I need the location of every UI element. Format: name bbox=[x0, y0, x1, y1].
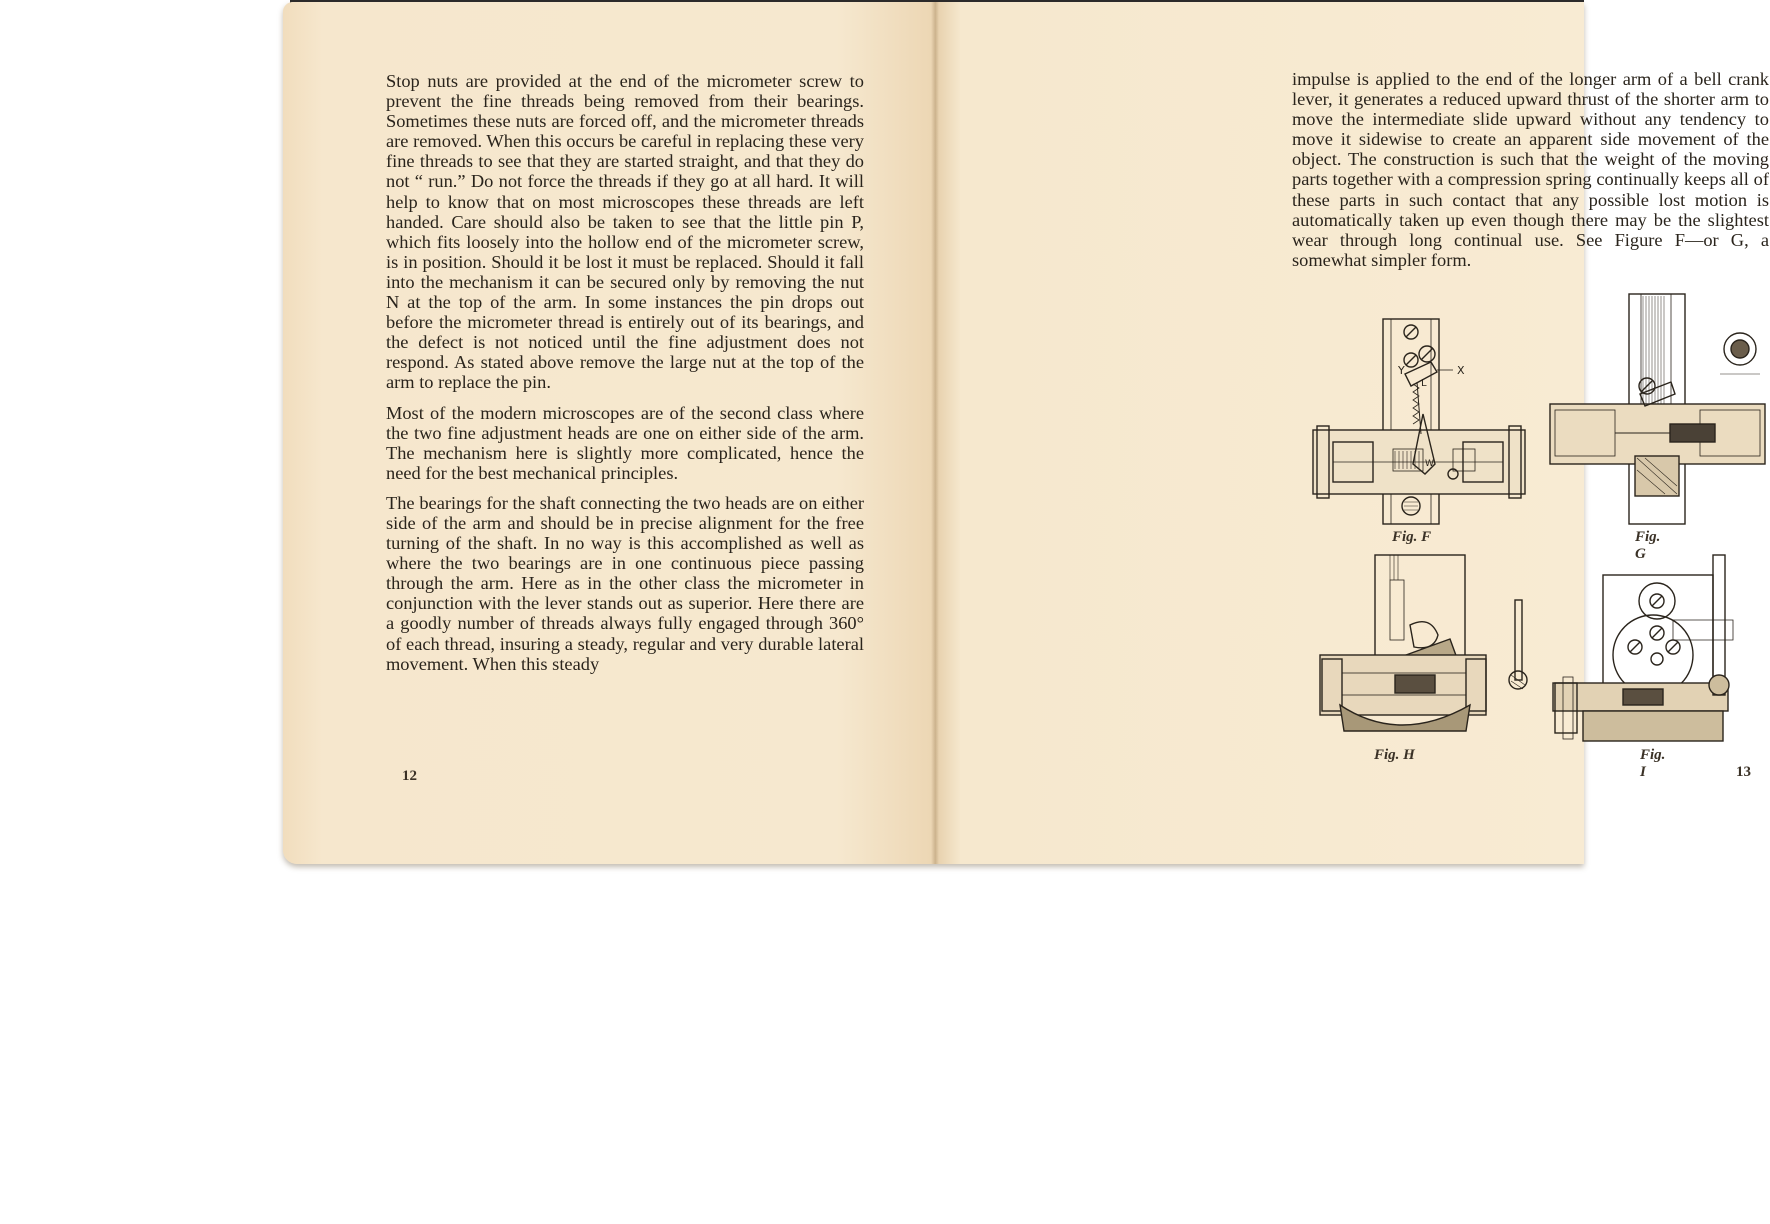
figure-g bbox=[1545, 294, 1770, 528]
fig-f-label-w: W bbox=[1425, 459, 1434, 469]
left-page bbox=[283, 2, 935, 864]
fig-f-label-x: X bbox=[1457, 364, 1465, 377]
caption-fig-f: Fig. F bbox=[1392, 529, 1432, 545]
left-paragraph-2: Most of the modern microscopes are of the second class where the two fine adjustment heads are one on either side of the arm. The mechanism here is slightly more complicated, hence the need for the best mechanical principles. bbox=[386, 402, 864, 483]
left-page-text bbox=[386, 71, 864, 674]
left-page-number: 12 bbox=[402, 768, 417, 784]
right-page bbox=[935, 2, 1769, 864]
fig-f-label-y: Y bbox=[1398, 364, 1405, 377]
left-paragraph-3: The bearings for the shaft connecting the two heads are on either side of the arm and should be in precise alignment for the free turning of the shaft. In no way is this accomplished as well as where the two bearings are in one continuous piece passing through the arm. Here as in the other class the micrometer in conjunction with the lever stands out as superior. Here there are a goodly number of threads always fully engaged through 360° of each thread, insuring a steady, regular and very durable lateral movement. When this steady bbox=[386, 492, 864, 674]
open-booklet bbox=[283, 2, 1769, 864]
left-paragraph-1: Stop nuts are provided at the end of the micrometer screw to prevent the fine threads being removed from their bearings. Sometimes these nuts are forced off, and the micrometer threads are removed. When this occurs be careful in replacing these very fine threads to see that they are started straight, and that they do not “ run.” Do not force the threads if they go at all hard. It will help to know that on most microscopes these threads are left handed. Care should also be taken to see that the little pin P, which fits loosely into the hollow end of the micrometer screw, is in position. Should it be lost it must be replaced. Should it fall into the mechanism it can be secured only by removing the nut N at the top of the arm. In some instances the pin drops out before the micrometer thread is entirely out of its bearings, and the defect is not noticed until the fine adjustment does not respond. As stated above remove the large nut at the top of the arm to replace the pin. bbox=[386, 71, 864, 393]
caption-fig-h: Fig. H bbox=[1374, 747, 1415, 763]
figure-h bbox=[1320, 555, 1542, 745]
fig-f-label-l: L bbox=[1421, 378, 1427, 389]
caption-fig-i: Fig. I bbox=[1640, 747, 1666, 780]
book-gutter bbox=[931, 2, 939, 864]
right-paragraph: impulse is applied to the end of the longer arm of a bell crank lever, it generates a reduced upward thrust of the shorter arm to move the intermediate slide upward without any tendency to move it sidewise to create an apparent side movement of the object. The construction is such that the weight of the moving parts together with a compression spring continually keeps all of these parts in such contact that any possible lost motion is automatically taken up even though there may be the slightest wear through long continual use. See Figure F—or G, a somewhat simpler form. bbox=[1292, 69, 1769, 270]
figure-f bbox=[1313, 314, 1525, 529]
caption-fig-g: Fig. G bbox=[1635, 529, 1661, 562]
right-page-number: 13 bbox=[1736, 764, 1751, 780]
right-page-text bbox=[1292, 69, 1769, 270]
figure-i bbox=[1553, 555, 1768, 745]
